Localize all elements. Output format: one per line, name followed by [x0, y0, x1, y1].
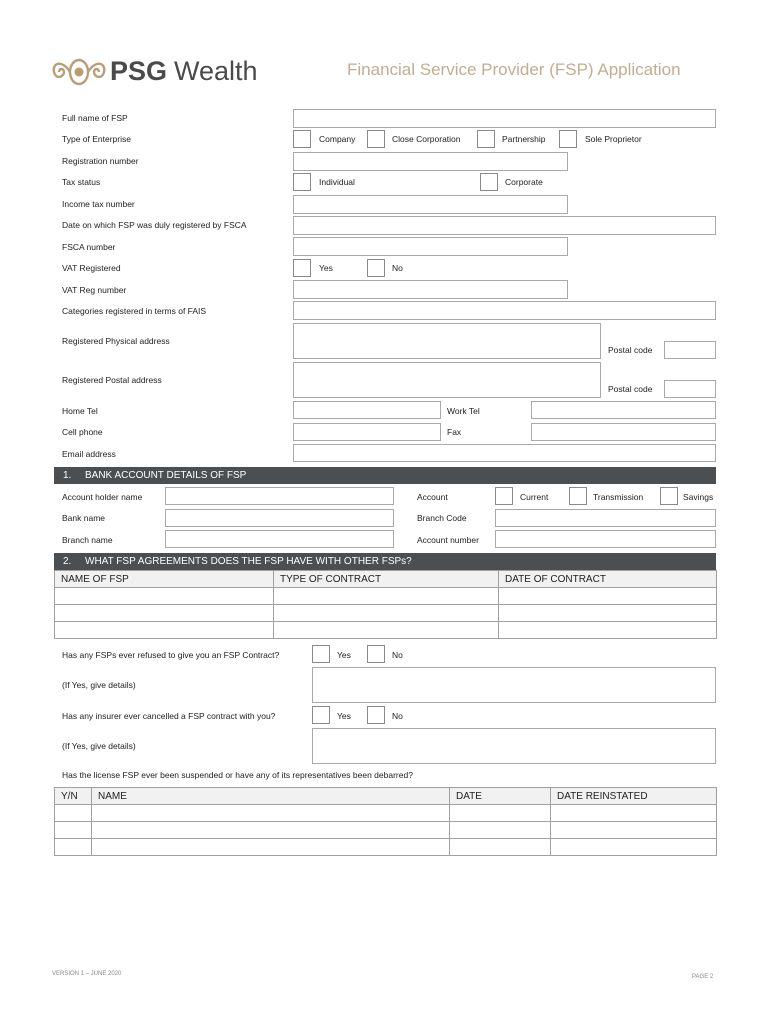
- table-cell[interactable]: [55, 622, 274, 639]
- question-license-suspended: Has the license FSP ever been suspended or have any of its representatives been debarred?: [62, 770, 413, 780]
- table-cell[interactable]: [499, 588, 717, 605]
- column-header-name: NAME: [92, 788, 450, 805]
- fsp-agreements-table: [54, 570, 717, 639]
- work-tel-field[interactable]: [531, 401, 716, 419]
- fsp-refused-yes-checkbox[interactable]: [312, 645, 330, 663]
- current-checkbox[interactable]: [495, 487, 513, 505]
- label-registration-number: Registration number: [62, 156, 139, 166]
- label-vat-reg-number: VAT Reg number: [62, 285, 127, 295]
- label-partnership: Partnership: [502, 134, 546, 144]
- individual-checkbox[interactable]: [293, 173, 311, 191]
- vat-reg-number-field[interactable]: [293, 280, 568, 299]
- label-categories: Categories registered in terms of FAIS: [62, 306, 207, 316]
- fsca-number-field[interactable]: [293, 237, 568, 256]
- table-cell[interactable]: [55, 805, 92, 822]
- table-cell[interactable]: [274, 588, 499, 605]
- table-cell[interactable]: [274, 622, 499, 639]
- psg-logo-icon: [50, 53, 108, 91]
- brand-name-bold: PSG: [110, 56, 168, 86]
- table-cell[interactable]: [92, 822, 450, 839]
- physical-address-field[interactable]: [293, 323, 601, 359]
- label-refused-details: (If Yes, give details): [62, 680, 136, 690]
- postal-address-field[interactable]: [293, 362, 601, 398]
- bank-name-field[interactable]: [165, 509, 394, 527]
- label-corporate: Corporate: [505, 177, 543, 187]
- corporate-checkbox[interactable]: [480, 173, 498, 191]
- label-cell-phone: Cell phone: [62, 427, 103, 437]
- close-corporation-checkbox[interactable]: [367, 130, 385, 148]
- label-postal-postal-code: Postal code: [608, 384, 653, 394]
- home-tel-field[interactable]: [293, 401, 441, 419]
- section-2-header: [54, 553, 716, 570]
- column-header-yn: Y/N: [55, 788, 92, 805]
- vat-yes-checkbox[interactable]: [293, 259, 311, 277]
- table-row: [55, 805, 717, 822]
- transmission-checkbox[interactable]: [569, 487, 587, 505]
- label-account: Account: [417, 492, 448, 502]
- label-physical-postal-code: Postal code: [608, 345, 653, 355]
- label-vat-no: No: [392, 263, 403, 273]
- table-row: [55, 622, 717, 639]
- column-header-type-of-contract: TYPE OF CONTRACT: [274, 571, 499, 588]
- table-cell[interactable]: [551, 822, 717, 839]
- section-1-title: BANK ACCOUNT DETAILS OF FSP: [85, 470, 247, 481]
- label-fsp-refused-no: No: [392, 650, 403, 660]
- label-branch-code: Branch Code: [417, 513, 467, 523]
- label-tax-status: Tax status: [62, 177, 101, 187]
- insurer-cancelled-yes-checkbox[interactable]: [312, 706, 330, 724]
- label-account-holder: Account holder name: [62, 492, 143, 502]
- account-number-field[interactable]: [495, 530, 716, 548]
- label-close-corporation: Close Corporation: [392, 134, 461, 144]
- table-cell[interactable]: [55, 822, 92, 839]
- full-name-field[interactable]: [293, 109, 716, 128]
- label-branch-name: Branch name: [62, 535, 113, 545]
- label-fsca-number: FSCA number: [62, 242, 116, 252]
- sole-proprietor-checkbox[interactable]: [559, 130, 577, 148]
- brand-name-light: Wealth: [174, 56, 258, 86]
- footer-version: VERSION 1 – JUNE 2020: [52, 971, 122, 977]
- physical-postal-code-field[interactable]: [664, 341, 716, 359]
- categories-field[interactable]: [293, 301, 716, 320]
- column-header-name-of-fsp: NAME OF FSP: [55, 571, 274, 588]
- label-current: Current: [520, 492, 549, 502]
- label-insurer-cancelled-yes: Yes: [337, 711, 351, 721]
- insurer-cancelled-no-checkbox[interactable]: [367, 706, 385, 724]
- label-savings: Savings: [683, 492, 714, 502]
- date-registered-field[interactable]: [293, 216, 716, 235]
- table-cell[interactable]: [551, 839, 717, 856]
- label-email: Email address: [62, 449, 116, 459]
- footer-page-number: PAGE 2: [692, 974, 714, 980]
- cancelled-details-field[interactable]: [312, 728, 716, 764]
- table-cell[interactable]: [499, 622, 717, 639]
- label-bank-name: Bank name: [62, 513, 105, 523]
- label-type-of-enterprise: Type of Enterprise: [62, 134, 131, 144]
- question-fsp-refused: Has any FSPs ever refused to give you an FSP Contract?: [62, 650, 280, 660]
- page-title: Financial Service Provider (FSP) Application: [347, 60, 681, 79]
- label-company: Company: [319, 134, 356, 144]
- branch-code-field[interactable]: [495, 509, 716, 527]
- savings-checkbox[interactable]: [660, 487, 678, 505]
- company-checkbox[interactable]: [293, 130, 311, 148]
- refused-details-field[interactable]: [312, 667, 716, 703]
- suspension-table: [54, 787, 717, 856]
- table-row: [55, 839, 717, 856]
- label-individual: Individual: [319, 177, 355, 187]
- table-row: [55, 588, 717, 605]
- label-postal-address: Registered Postal address: [62, 375, 162, 385]
- table-cell[interactable]: [92, 839, 450, 856]
- table-cell[interactable]: [55, 839, 92, 856]
- table-cell[interactable]: [55, 605, 274, 622]
- table-cell[interactable]: [92, 805, 450, 822]
- label-home-tel: Home Tel: [62, 406, 98, 416]
- label-vat-registered: VAT Registered: [62, 263, 121, 273]
- section-2-number: 2.: [63, 556, 72, 567]
- table-cell[interactable]: [450, 822, 551, 839]
- label-full-name: Full name of FSP: [62, 113, 128, 123]
- table-cell[interactable]: [55, 588, 274, 605]
- cell-phone-field[interactable]: [293, 423, 441, 441]
- label-date-registered: Date on which FSP was duly registered by FSCA: [62, 220, 247, 230]
- registration-number-field[interactable]: [293, 152, 568, 171]
- table-cell[interactable]: [450, 805, 551, 822]
- section-1-header: [54, 467, 716, 484]
- income-tax-number-field[interactable]: [293, 195, 568, 214]
- section-1-number: 1.: [63, 470, 72, 481]
- partnership-checkbox[interactable]: [477, 130, 495, 148]
- table-cell[interactable]: [450, 839, 551, 856]
- label-insurer-cancelled-no: No: [392, 711, 403, 721]
- label-transmission: Transmission: [593, 492, 644, 502]
- table-row: [55, 822, 717, 839]
- table-row: [55, 605, 717, 622]
- label-sole-proprietor: Sole Proprietor: [585, 134, 642, 144]
- column-header-date-of-contract: DATE OF CONTRACT: [499, 571, 717, 588]
- table-cell[interactable]: [274, 605, 499, 622]
- label-work-tel: Work Tel: [447, 406, 480, 416]
- column-header-date: DATE: [450, 788, 551, 805]
- label-physical-address: Registered Physical address: [62, 336, 170, 346]
- email-field[interactable]: [293, 444, 716, 462]
- table-cell[interactable]: [551, 805, 717, 822]
- label-fax: Fax: [447, 427, 462, 437]
- account-holder-field[interactable]: [165, 487, 394, 505]
- vat-no-checkbox[interactable]: [367, 259, 385, 277]
- label-account-number: Account number: [417, 535, 479, 545]
- column-header-date-reinstated: DATE REINSTATED: [551, 788, 717, 805]
- table-cell[interactable]: [499, 605, 717, 622]
- section-2-title: WHAT FSP AGREEMENTS DOES THE FSP HAVE WITH OTHER FSPs?: [85, 556, 412, 567]
- label-fsp-refused-yes: Yes: [337, 650, 351, 660]
- fsp-refused-no-checkbox[interactable]: [367, 645, 385, 663]
- branch-name-field[interactable]: [165, 530, 394, 548]
- label-vat-yes: Yes: [319, 263, 333, 273]
- question-insurer-cancelled: Has any insurer ever cancelled a FSP contract with you?: [62, 711, 276, 721]
- label-cancelled-details: (If Yes, give details): [62, 741, 136, 751]
- label-income-tax-number: Income tax number: [62, 199, 135, 209]
- fax-field[interactable]: [531, 423, 716, 441]
- postal-postal-code-field[interactable]: [664, 380, 716, 398]
